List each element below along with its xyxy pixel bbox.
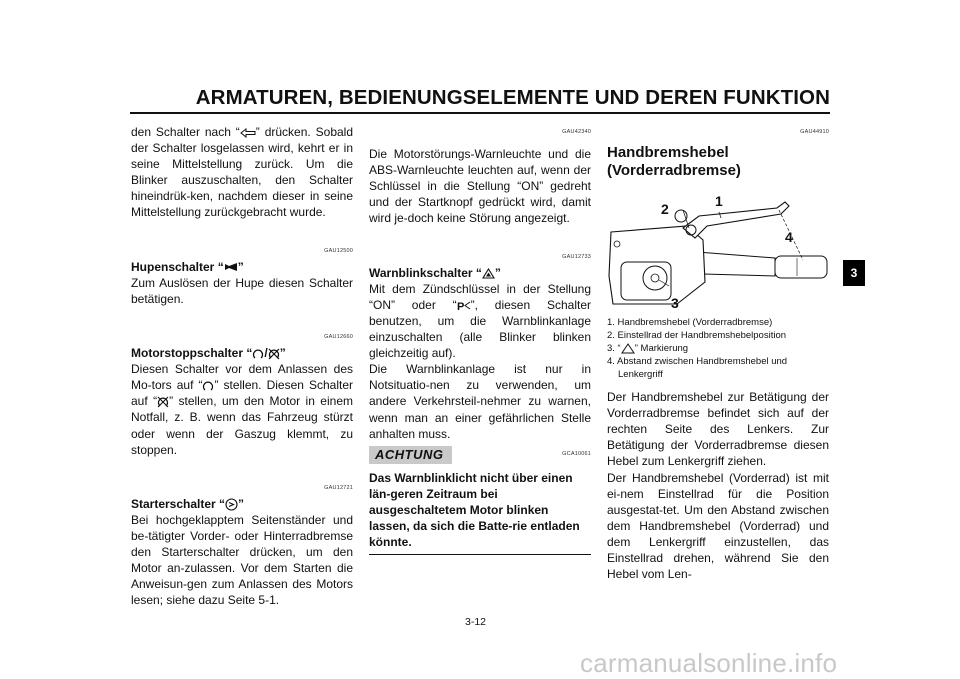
caption-1: 1. Handbremshebel (Vorderradbremse) — [607, 317, 773, 329]
header-rule — [130, 112, 830, 114]
horn-icon — [224, 262, 238, 272]
turn-signal-paragraph: den Schalter nach “ ” drücken. Sobald der Schalter losgelassen wird, kehrt er in seine Mittelstellung zurück. Um die Blinker auszuschalten, den Schalter hineindrük-ken, nachdem dieser in seine Mittelstellung zurückgebracht wurde. — [131, 125, 354, 220]
achtung-text: Das Warnblinklicht nicht über einen län-geren Zeitraum bei ausgeschaltetem Motor blinken lassen, da sich die Batte-rie entladen könnte. — [369, 470, 580, 549]
svg-text:P: P — [456, 301, 464, 312]
horn-text: Zum Auslösen der Hupe diesen Schalter betätigen. — [131, 275, 353, 306]
brake-lever-heading-1: Handbremshebel — [607, 144, 729, 162]
starter-switch-heading: Starterschalter “ ” — [131, 496, 245, 511]
brake-text-1: Der Handbremshebel zur Betätigung der Vorderradbremse befindet sich auf der rechten Seite des Lenkers. Zur Betätigung der Vorderradbremse diesen Hebel zum Lenkergriff ziehen. — [607, 390, 829, 469]
brake-text-2: Der Handbremshebel (Vorderrad) ist mit ei-nem Einstellrad für die Position ausgestat-tet. Um den Abstand zwischen dem Handbremshebel (Vorderrad) und dem Lenkergriff einzustellen, das Einstellrad drehen, während Sie den Hebel vom Len- — [607, 470, 829, 582]
engine-stop-heading: Motorstoppschalter “ / ” — [131, 346, 286, 361]
figure-captions — [607, 316, 829, 381]
column-3 — [607, 124, 829, 582]
code-stop: GAU12660 — [324, 333, 353, 340]
brake-lever-illustration — [607, 186, 829, 314]
caption-4: 4. Abstand zwischen Handbremshebel und Lenkergriff — [607, 356, 788, 381]
code-brake: GAU44910 — [800, 129, 829, 135]
page-header — [130, 86, 830, 120]
achtung-row — [369, 446, 591, 466]
figure-label-2: 2 — [661, 201, 669, 218]
start-icon — [225, 498, 238, 511]
page-title: ARMATUREN, BEDIENUNGSELEMENTE UND DEREN FUNKTION — [195, 86, 830, 109]
engine-run-icon — [252, 348, 264, 360]
chapter-tab: 3 — [843, 260, 865, 286]
hazard-text: Mit dem Zündschlüssel in der Stellung “ON” oder “ P ”, diesen Schalter benutzen, um die Warnblinkanlage einzuschalten (alle Blinker blinken gleichzeitig auf). — [369, 281, 591, 361]
column-1 — [131, 124, 353, 608]
caption-2: 2. Einstellrad der Handbremshebelposition — [607, 330, 787, 342]
column-2 — [369, 124, 591, 555]
caption-3: 3. “ ” Markierung — [607, 343, 689, 355]
achtung-label: ACHTUNG — [369, 446, 452, 464]
code-start: GAU12721 — [324, 484, 353, 491]
turn-signal-left-icon — [240, 128, 256, 138]
engine-stop-icon — [268, 348, 280, 360]
brake-lever-heading-2: (Vorderradbremse) — [607, 162, 741, 180]
hazard-triangle-icon — [482, 268, 495, 279]
engine-run-icon — [202, 380, 214, 392]
code-warnlight: GAU42340 — [562, 129, 591, 135]
code-hazard: GAU12733 — [562, 253, 591, 260]
starter-text: Bei hochgeklapptem Seitenständer und be-tätigter Vorder- oder Hinterradbremse den Starterschalter drücken, um den Motor an-zulassen. Vor dem Starten die Anweisun-gen zum Anlassen des Motors lesen; siehe dazu Seite 5-1. — [131, 512, 353, 608]
warning-light-text: Die Motorstörungs-Warnleuchte und die ABS-Warnleuchte leuchten auf, wenn der Schlüssel in die Stellung “ON” gedreht und der Startknopf gedrückt wird, damit wird je-doch keine Störung angezeigt. — [369, 147, 591, 226]
page-number: 3-12 — [465, 616, 487, 628]
parking-position-icon — [457, 300, 471, 311]
triangle-mark-icon — [621, 343, 635, 354]
watermark: carmanualsonline.info — [580, 648, 838, 678]
code-horn: GAU12500 — [324, 247, 353, 254]
hazard-switch-heading: Warnblinkschalter “ ” — [369, 265, 501, 280]
engine-stop-icon — [157, 396, 169, 408]
horn-switch-heading: Hupenschalter “ ” — [131, 259, 244, 274]
hazard-text-2: Die Warnblinkanlage ist nur in Notsituatio-nen zu verwenden, um andere Verkehrsteil-nehmer zu warnen, wenn man an einer gefährlichen Stelle anhalten muss. — [369, 362, 591, 441]
code-achtung: GCA10061 — [562, 450, 591, 457]
figure-label-4: 4 — [785, 229, 793, 246]
figure-label-1: 1 — [715, 193, 723, 210]
engine-stop-text: Diesen Schalter vor dem Anlassen des Mo-tors auf “ ” stellen. Diesen Schalter auf “ ” stellen, um den Motor in einem Notfall, z. B. wenn das Fahrzeug stürzt oder wenn der Gaszug klemmt, zu stoppen. — [131, 362, 353, 457]
achtung-rule — [369, 554, 591, 555]
figure-label-3: 3 — [671, 295, 679, 312]
